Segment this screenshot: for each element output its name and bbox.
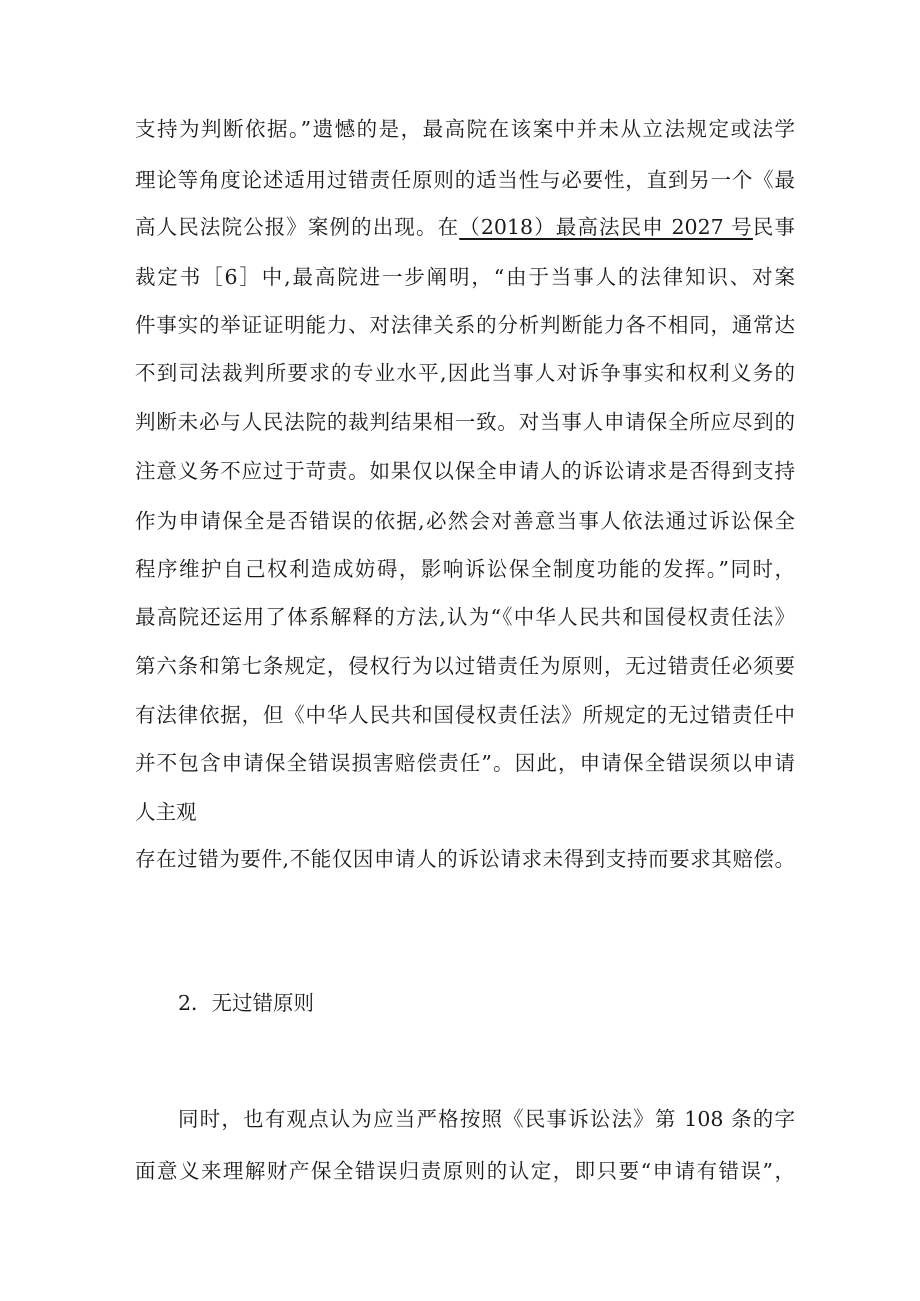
text-line: 判断未必与人民法院的裁判结果相一致。对当事人申请保全所应尽到的 [135, 410, 795, 434]
text-line: 存在过错为要件,不能仅因申请人的诉讼请求未得到支持而要求其赔偿。 [135, 847, 795, 871]
text-line: 人主观 [135, 800, 197, 824]
text-segment: 高人民法院公报》案例的出现。在 [135, 215, 460, 239]
text-line: 理论等角度论述适用过错责任原则的适当性与必要性，直到另一个《最 [135, 168, 795, 192]
text-line: 有法律依据，但《中华人民共和国侵权责任法》所规定的无过错责任中 [135, 703, 795, 727]
text-line: 裁定书［6］中,最高院进一步阐明，“由于当事人的法律知识、对案 [135, 265, 795, 289]
text-line: 程序维护自己权利造成妨碍，影响诉讼保全制度功能的发挥。”同时， [135, 557, 795, 581]
text-line: 作为申请保全是否错误的依据,必然会对善意当事人依法通过诉讼保全 [135, 509, 795, 533]
case-citation: （2018）最高法民申 2027 号 [459, 215, 753, 239]
text-line: 注意义务不应过于苛责。如果仅以保全申请人的诉讼请求是否得到支持 [135, 459, 795, 483]
text-segment: 民事 [752, 215, 796, 239]
section-heading: 2．无过错原则 [178, 991, 315, 1015]
text-line: 不到司法裁判所要求的专业水平,因此当事人对诉争事实和权利义务的 [135, 361, 795, 385]
text-line: 第六条和第七条规定，侵权行为以过错责任为原则，无过错责任必须要 [135, 654, 795, 678]
text-line-with-citation [135, 214, 795, 240]
text-line: 件事实的举证证明能力、对法律关系的分析判断能力各不相同，通常达 [135, 313, 795, 337]
text-line: 同时，也有观点认为应当严格按照《民事诉讼法》第 108 条的字 [178, 1107, 795, 1131]
text-line: 支持为判断依据。”遗憾的是，最高院在该案中并未从立法规定或法学 [135, 117, 795, 141]
text-line: 面意义来理解财产保全错误归责原则的认定，即只要“申请有错误”， [135, 1159, 795, 1183]
text-line: 并不包含申请保全错误损害赔偿责任”。因此，申请保全错误须以申请 [135, 751, 795, 775]
text-line: 最高院还运用了体系解释的方法,认为“《中华人民共和国侵权责任法》 [135, 605, 795, 629]
